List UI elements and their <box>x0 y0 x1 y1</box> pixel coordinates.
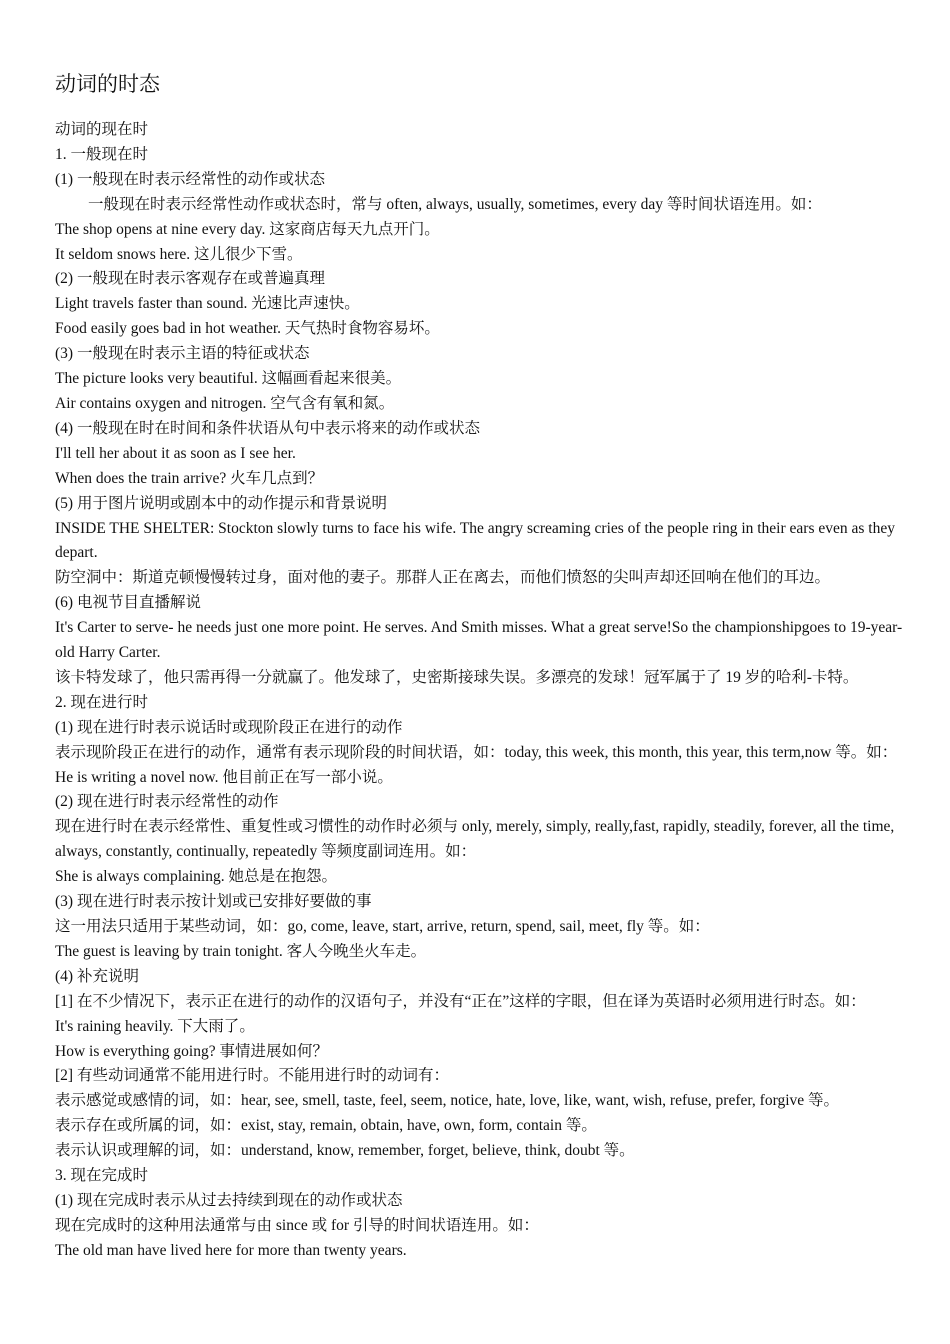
text-line: The picture looks very beautiful. 这幅画看起来很美。 <box>55 370 402 388</box>
text-line: The guest is leaving by train tonight. 客人今晚坐火车走。 <box>55 942 427 960</box>
text-line: It's Carter to serve- he needs just one more point. He serves. And Smith misses. What a great serve!So the championshipgoes to 19-year-old Harry Carter. <box>55 619 903 662</box>
text-line: Food easily goes bad in hot weather. 天气热时食物容易坏。 <box>55 320 440 338</box>
text-line: (1) 现在完成时表示从过去持续到现在的动作或状态 <box>55 1191 403 1209</box>
text-line: (2) 现在进行时表示经常性的动作 <box>55 793 279 811</box>
text-line: 一般现在时表示经常性动作或状态时，常与 often, always, usually, sometimes, every day 等时间状语连用。如： <box>88 195 822 213</box>
text-line: He is writing a novel now. 他目前正在写一部小说。 <box>55 768 393 786</box>
text-line: 现在完成时的这种用法通常与由 since 或 for 引导的时间状语连用。如： <box>55 1216 539 1234</box>
text-line: 表示认识或理解的词，如：understand, know, remember, forget, believe, think, doubt 等。 <box>55 1142 635 1160</box>
text-line: When does the train arrive? 火车几点到？ <box>55 469 324 487</box>
text-line: (2) 一般现在时表示客观存在或普遍真理 <box>55 270 325 288</box>
text-line: The shop opens at nine every day. 这家商店每天九点开门。 <box>55 220 440 238</box>
text-line: 动词的现在时 <box>55 121 149 138</box>
text-line: (3) 现在进行时表示按计划或已安排好要做的事 <box>55 893 372 911</box>
text-line: 2. 现在进行时 <box>55 693 149 711</box>
text-line: (6) 电视节目直播解说 <box>55 594 201 612</box>
text-line: (4) 补充说明 <box>55 967 139 985</box>
text-line: It's raining heavily. 下大雨了。 <box>55 1017 255 1035</box>
text-line: 1. 一般现在时 <box>55 145 149 163</box>
text-line: (4) 一般现在时在时间和条件状语从句中表示将来的动作或状态 <box>55 419 480 437</box>
text-line: (1) 现在进行时表示说话时或现阶段正在进行的动作 <box>55 718 403 736</box>
text-line: How is everything going? 事情进展如何？ <box>55 1042 328 1060</box>
text-line: [1] 在不少情况下，表示正在进行的动作的汉语句子，并没有“正在”这样的字眼，但在译为英语时必须用进行时态。如： <box>55 992 866 1010</box>
text-line: 3. 现在完成时 <box>55 1167 149 1185</box>
text-line: She is always complaining. 她总是在抱怨。 <box>55 868 337 886</box>
text-line: [2] 有些动词通常不能用进行时。不能用进行时的动词有： <box>55 1067 449 1085</box>
text-line: (1) 一般现在时表示经常性的动作或状态 <box>55 170 325 188</box>
text-line: It seldom snows here. 这儿很少下雪。 <box>55 245 303 263</box>
text-line: 表示存在或所属的词，如：exist, stay, remain, obtain, have, own, form, contain 等。 <box>55 1117 597 1135</box>
text-line: 表示感觉或感情的词，如：hear, see, smell, taste, feel, seem, notice, hate, love, like, want, wish, refuse, prefer, forgive 等。 <box>55 1092 840 1110</box>
text-line: I'll tell her about it as soon as I see her. <box>55 444 296 462</box>
text-line: The old man have lived here for more than twenty years. <box>55 1241 407 1259</box>
text-line: INSIDE THE SHELTER: Stockton slowly turns to face his wife. The angry screaming cries of the people ring in their ears even as they depart. <box>55 519 895 562</box>
text-line: Air contains oxygen and nitrogen. 空气含有氧和氮。 <box>55 394 395 412</box>
text-line: 表示现阶段正在进行的动作，通常有表示现阶段的时间状语，如：today, this week, this month, this year, this term,now 等。如： <box>55 743 898 761</box>
text-line: (5) 用于图片说明或剧本中的动作提示和背景说明 <box>55 494 387 512</box>
text-line: 现在进行时在表示经常性、重复性或习惯性的动作时必须与 only, merely, simply, really,fast, rapidly, steadily, forever, all the time, always, constantly, continually, repeatedly 等频度副词连用。如： <box>55 818 895 861</box>
text-line: (3) 一般现在时表示主语的特征或状态 <box>55 345 310 363</box>
document-title: 动词的时态 <box>55 72 160 96</box>
text-line: 这一用法只适用于某些动词，如：go, come, leave, start, arrive, return, spend, sail, meet, fly 等。如： <box>55 918 710 935</box>
document-body <box>55 118 905 1264</box>
text-line: 防空洞中：斯道克顿慢慢转过身，面对他的妻子。那群人正在离去，而他们愤怒的尖叫声却还回响在他们的耳边。 <box>55 569 831 587</box>
document-page <box>55 68 905 1264</box>
text-line: Light travels faster than sound. 光速比声速快。 <box>55 295 360 313</box>
text-line: 该卡特发球了，他只需再得一分就赢了。他发球了，史密斯接球失误。多漂亮的发球！冠军属于了 19 岁的哈利-卡特。 <box>55 668 859 686</box>
